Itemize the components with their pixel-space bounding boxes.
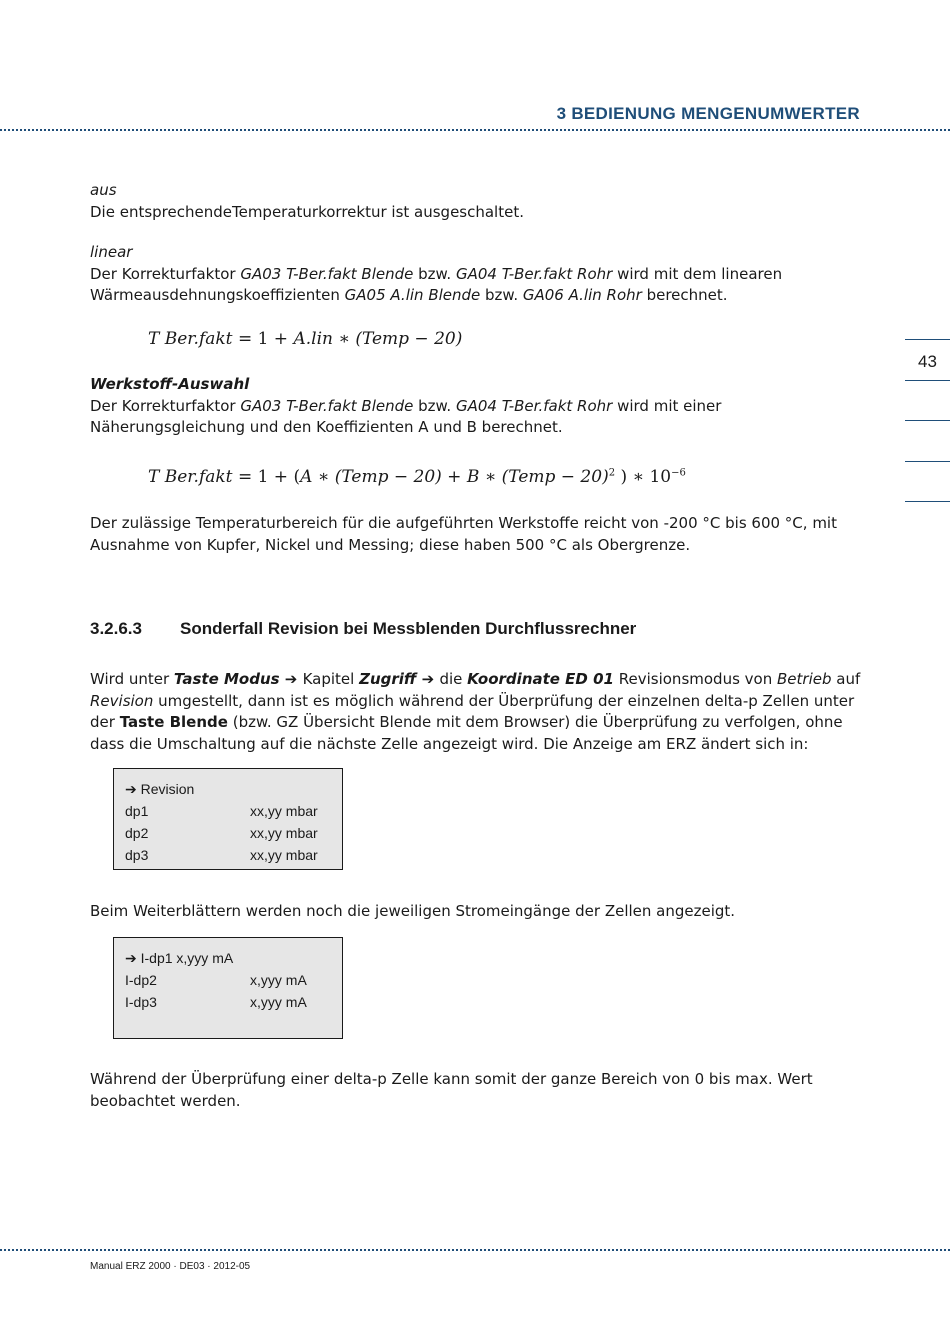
section-title: Sonderfall Revision bei Messblenden Durchflussrechner — [180, 619, 637, 638]
section-heading — [90, 619, 636, 639]
paragraph-blaettern: Beim Weiterblättern werden noch die jeweiligen Stromeingänge der Zellen angezeigt. — [90, 902, 736, 920]
paragraph-revision: Wird unter Taste Modus ➔ Kapitel Zugriff ➔ die Koordinate ED 01 Revisionsmodus von Betrieb auf Revision umgestellt, dann ist es möglich während der Überprüfung der einzelnen delta-p Zellen unter der Taste Blende (bzw. GZ Übersicht Blende mit dem Browser) die Überprüfung zu verfolgen, ohne dass die Umschaltung auf die nächste Zelle angezeigt wird. Die Anzeige am ERZ ändert sich in: — [90, 670, 861, 753]
paragraph-end: Während der Überprüfung einer delta-p Zelle kann somit der ganze Bereich von 0 bis max. Wert beobachtet werden. — [90, 1070, 813, 1110]
paragraph-aus — [90, 180, 865, 223]
chapter-title: 3 BEDIENUNG MENGENUMWERTER — [556, 104, 860, 123]
footer-divider — [0, 1249, 950, 1251]
display-row: dp2 xx,yy mbar — [125, 825, 318, 841]
display-row: I-dp3 x,yyy mA — [125, 994, 307, 1010]
term-aus: aus — [90, 181, 117, 199]
display-revision — [113, 768, 343, 870]
header-divider — [0, 129, 950, 131]
paragraph-range: Der zulässige Temperaturbereich für die aufgeführten Werkstoffe reicht von -200 °C bis 600 °C, mit Ausnahme von Kupfer, Nickel und Messing; diese haben 500 °C als Obergrenze. — [90, 514, 837, 554]
footer-text: Manual ERZ 2000 · DE03 · 2012-05 — [90, 1261, 251, 1272]
term-werkstoff: Werkstoff-Auswahl — [90, 375, 250, 393]
display-current — [113, 937, 343, 1039]
text-werkstoff: Der Korrekturfaktor GA03 T-Ber.fakt Blende bzw. GA04 T-Ber.fakt Rohr wird mit einer Näherungsgleichung und den Koeffizienten A und B berechnet. — [90, 396, 722, 436]
display-row: dp3 xx,yy mbar — [125, 847, 318, 863]
text-linear: Der Korrekturfaktor GA03 T-Ber.fakt Blende bzw. GA04 T-Ber.fakt Rohr wird mit dem linearen Wärmeausdehnungskoeffizienten GA05 A.lin Blende bzw. GA06 A.lin Rohr berechnet. — [90, 264, 783, 304]
paragraph-linear — [90, 242, 865, 307]
tab-line — [905, 380, 950, 381]
formula-linear: T Ber.fakt = 1 + A.lin ∗ (Temp − 20) — [148, 329, 463, 349]
display-row: dp1 xx,yy mbar — [125, 803, 318, 819]
text-aus: Die entsprechendeTemperaturkorrektur ist ausgeschaltet. — [90, 202, 524, 221]
section-number: 3.2.6.3 — [90, 619, 142, 638]
display-row: I-dp2 x,yyy mA — [125, 972, 307, 988]
tab-line — [905, 461, 950, 462]
display-row: ➔ Revision — [125, 781, 195, 797]
term-linear: linear — [90, 243, 133, 261]
tab-line — [905, 339, 950, 340]
page-number: 43 — [918, 352, 937, 371]
paragraph-werkstoff — [90, 374, 865, 439]
formula-werkstoff: T Ber.fakt = 1 + (A ∗ (Temp − 20) + B ∗ (Temp − 20)$^2$ ) ∗ $10^{-6}$ — [148, 467, 686, 487]
tab-line — [905, 501, 950, 502]
display-row: ➔ I-dp1 x,yyy mA — [125, 950, 234, 966]
tab-line — [905, 420, 950, 421]
